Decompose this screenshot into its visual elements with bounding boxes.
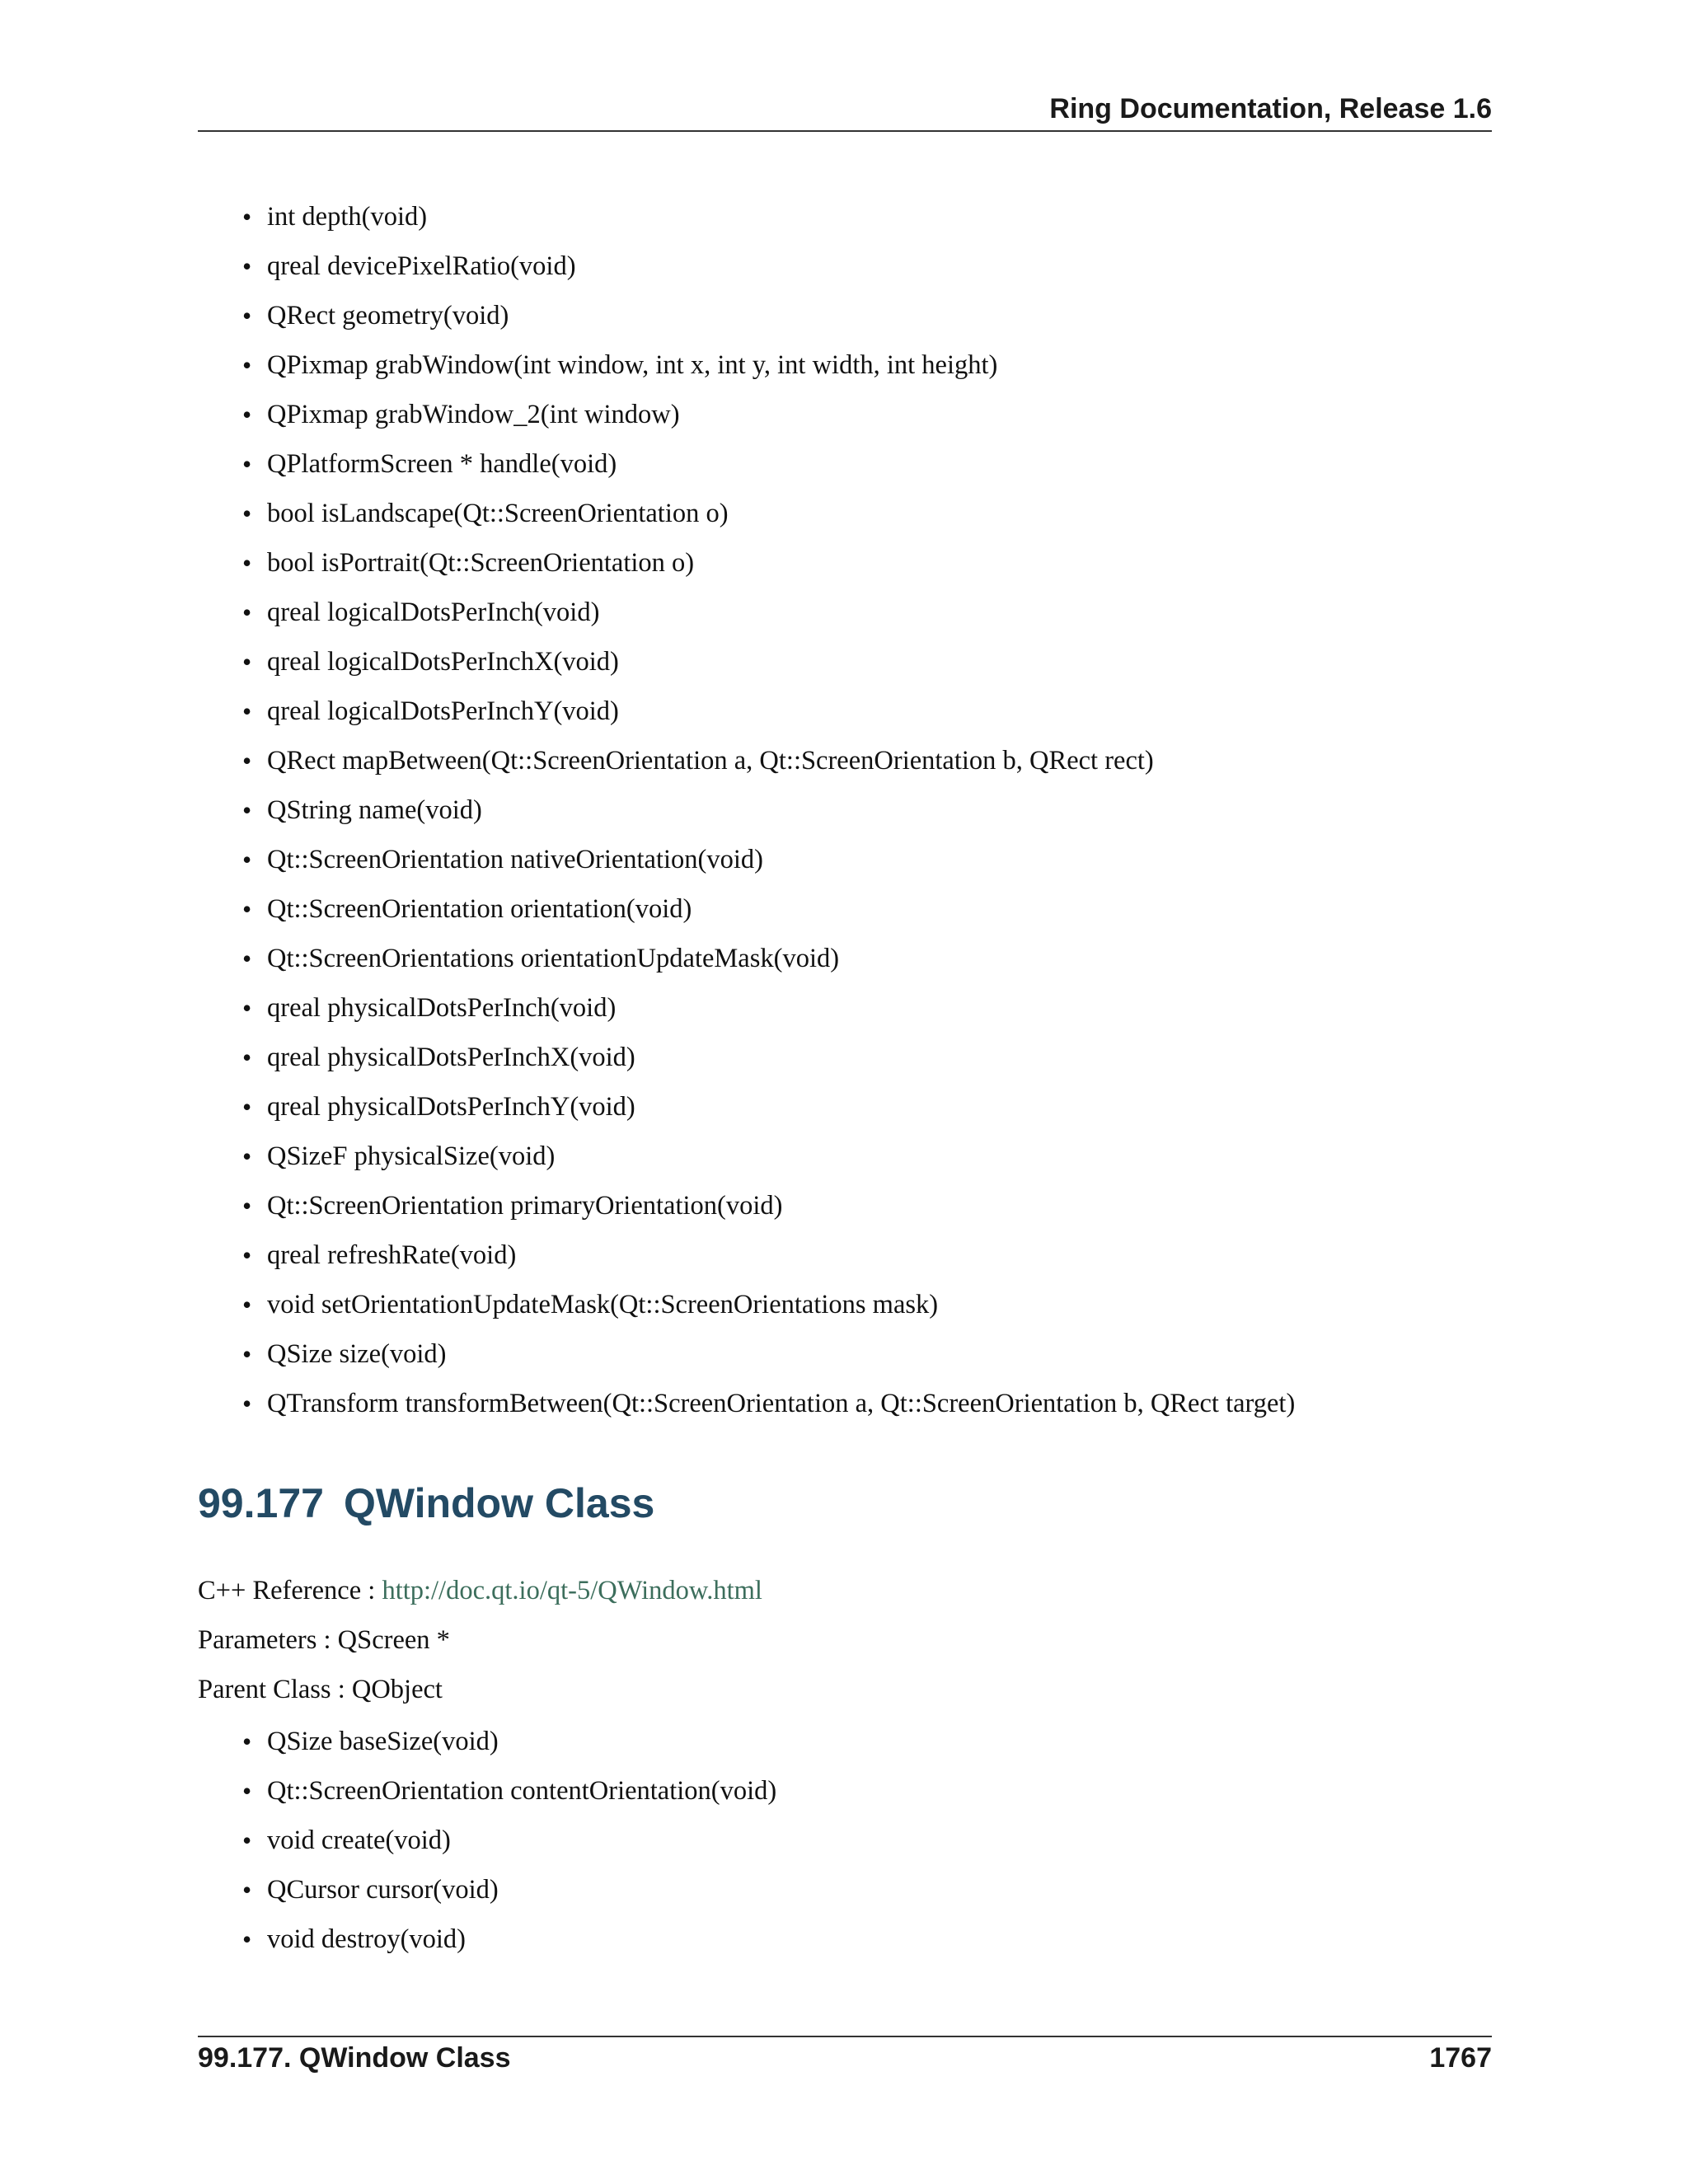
method-signature: bool isPortrait(Qt::ScreenOrientation o) — [267, 548, 695, 578]
bullet-icon: • — [242, 1043, 252, 1072]
bullet-icon: • — [242, 993, 252, 1023]
bullet-icon: • — [242, 301, 252, 330]
running-header-title: Ring Documentation, Release 1.6 — [1049, 93, 1492, 124]
method-list-item — [0, 1082, 1295, 1132]
method-list-item — [0, 390, 1295, 439]
method-signature: int depth(void) — [267, 202, 428, 232]
parameters-line: Parameters : QScreen * — [198, 1625, 450, 1655]
method-signature: qreal logicalDotsPerInch(void) — [267, 598, 600, 627]
method-signature: qreal logicalDotsPerInchX(void) — [267, 647, 619, 677]
method-list-item — [0, 1181, 1295, 1230]
header-rule — [198, 130, 1492, 132]
method-list-item — [0, 1915, 776, 1964]
bullet-icon: • — [242, 449, 252, 479]
method-signature: Qt::ScreenOrientations orientationUpdateMask(void) — [267, 944, 840, 973]
bullet-icon: • — [242, 499, 252, 528]
bullet-icon: • — [242, 350, 252, 380]
method-list-item — [0, 1766, 776, 1816]
bullet-icon: • — [242, 1141, 252, 1171]
method-signature: QString name(void) — [267, 795, 482, 825]
method-signature: qreal logicalDotsPerInchY(void) — [267, 696, 619, 726]
bullet-icon: • — [242, 1389, 252, 1418]
method-signature: QPlatformScreen * handle(void) — [267, 449, 617, 479]
method-list-item — [0, 192, 1295, 241]
bullet-icon: • — [242, 1092, 252, 1122]
section-heading — [198, 1479, 654, 1528]
method-signature: bool isLandscape(Qt::ScreenOrientation o) — [267, 499, 729, 528]
method-signature: void destroy(void) — [267, 1924, 467, 1954]
method-signature: qreal devicePixelRatio(void) — [267, 251, 576, 281]
method-list-item — [0, 588, 1295, 637]
qwindow-method-list — [0, 1717, 776, 1964]
method-list-item — [0, 1865, 776, 1915]
method-list-item — [0, 835, 1295, 884]
method-list-item — [0, 1280, 1295, 1329]
method-signature: QRect geometry(void) — [267, 301, 509, 330]
bullet-icon: • — [242, 1339, 252, 1369]
method-list-item — [0, 1033, 1295, 1082]
method-signature: void setOrientationUpdateMask(Qt::ScreenOrientations mask) — [267, 1290, 939, 1319]
method-signature: QPixmap grabWindow(int window, int x, int y, int width, int height) — [267, 350, 998, 380]
method-list-item — [0, 1379, 1295, 1428]
method-list-item — [0, 637, 1295, 687]
method-list-item — [0, 439, 1295, 489]
bullet-icon: • — [242, 845, 252, 874]
cpp-reference-link[interactable]: http://doc.qt.io/qt-5/QWindow.html — [382, 1576, 762, 1605]
method-list-item — [0, 785, 1295, 835]
method-signature: qreal physicalDotsPerInch(void) — [267, 993, 617, 1023]
footer-rule — [198, 2036, 1492, 2037]
method-signature: QRect mapBetween(Qt::ScreenOrientation a, Qt::ScreenOrientation b, QRect rect) — [267, 746, 1154, 776]
method-signature: QSize size(void) — [267, 1339, 447, 1369]
method-list-item — [0, 884, 1295, 934]
bullet-icon: • — [242, 1191, 252, 1221]
method-signature: qreal physicalDotsPerInchX(void) — [267, 1043, 635, 1072]
method-signature: qreal physicalDotsPerInchY(void) — [267, 1092, 635, 1122]
method-signature: QSize baseSize(void) — [267, 1727, 499, 1756]
method-signature: QTransform transformBetween(Qt::ScreenOrientation a, Qt::ScreenOrientation b, QRect target) — [267, 1389, 1296, 1418]
bullet-icon: • — [242, 202, 252, 232]
method-list-item — [0, 489, 1295, 538]
bullet-icon: • — [242, 1825, 252, 1855]
method-signature: Qt::ScreenOrientation nativeOrientation(void) — [267, 845, 763, 874]
footer-section-label: 99.177. QWindow Class — [198, 2042, 511, 2074]
bullet-icon: • — [242, 795, 252, 825]
method-signature: QSizeF physicalSize(void) — [267, 1141, 556, 1171]
method-list-item — [0, 1717, 776, 1766]
method-list-item — [0, 1230, 1295, 1280]
bullet-icon: • — [242, 1727, 252, 1756]
qscreen-method-list — [0, 192, 1295, 1428]
bullet-icon: • — [242, 894, 252, 924]
method-list-item — [0, 1329, 1295, 1379]
bullet-icon: • — [242, 400, 252, 429]
bullet-icon: • — [242, 1776, 252, 1806]
bullet-icon: • — [242, 1240, 252, 1270]
method-list-item — [0, 934, 1295, 983]
bullet-icon: • — [242, 1290, 252, 1319]
parent-class-line: Parent Class : QObject — [198, 1675, 443, 1704]
method-signature: Qt::ScreenOrientation primaryOrientation(void) — [267, 1191, 783, 1221]
section-number: 99.177 — [198, 1480, 324, 1526]
method-list-item — [0, 1132, 1295, 1181]
method-signature: qreal refreshRate(void) — [267, 1240, 517, 1270]
method-list-item — [0, 241, 1295, 291]
bullet-icon: • — [242, 598, 252, 627]
method-list-item — [0, 538, 1295, 588]
method-signature: Qt::ScreenOrientation orientation(void) — [267, 894, 692, 924]
bullet-icon: • — [242, 944, 252, 973]
bullet-icon: • — [242, 251, 252, 281]
method-list-item — [0, 687, 1295, 736]
section-title: QWindow Class — [343, 1480, 655, 1526]
method-list-item — [0, 1816, 776, 1865]
bullet-icon: • — [242, 548, 252, 578]
footer-page-number: 1767 — [1429, 2042, 1492, 2074]
method-signature: QPixmap grabWindow_2(int window) — [267, 400, 680, 429]
method-list-item — [0, 291, 1295, 340]
bullet-icon: • — [242, 1924, 252, 1954]
method-list-item — [0, 983, 1295, 1033]
bullet-icon: • — [242, 746, 252, 776]
method-list-item — [0, 340, 1295, 390]
cpp-reference-line — [198, 1566, 762, 1615]
method-signature: Qt::ScreenOrientation contentOrientation(void) — [267, 1776, 777, 1806]
bullet-icon: • — [242, 696, 252, 726]
method-signature: QCursor cursor(void) — [267, 1875, 499, 1905]
cpp-reference-label: C++ Reference : — [198, 1576, 382, 1605]
bullet-icon: • — [242, 647, 252, 677]
method-signature: void create(void) — [267, 1825, 451, 1855]
method-list-item — [0, 736, 1295, 785]
bullet-icon: • — [242, 1875, 252, 1905]
